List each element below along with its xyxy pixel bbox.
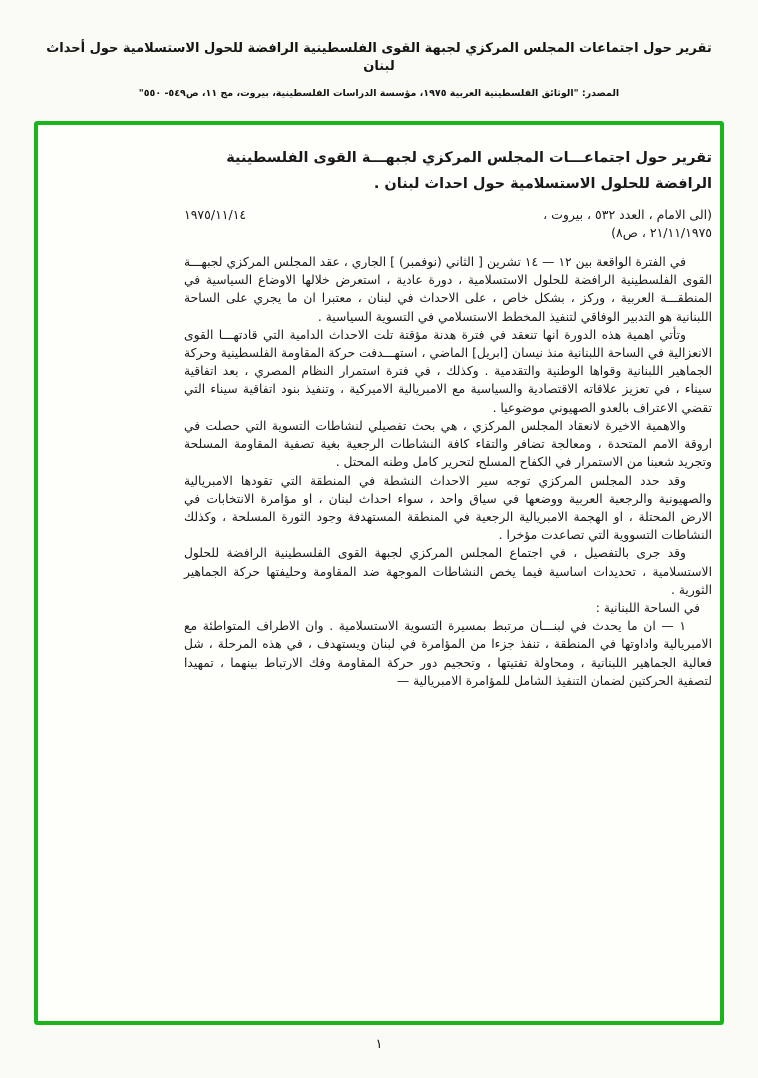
dateline-citation-continued: ٢١/١١/١٩٧٥ ، ص٨) [611, 225, 712, 241]
page-footer [0, 1037, 758, 1052]
page-number: ١ [375, 1037, 383, 1052]
scanned-document-frame [34, 121, 724, 1025]
dateline-date: ١٩٧٥/١١/١٤ [184, 206, 247, 222]
header-title: تقرير حول اجتماعات المجلس المركزي لجبهة القوى الفلسطينية الرافضة للحول الاستسلامية حول أحداث لبنان [46, 41, 712, 75]
document-dateline [184, 206, 712, 225]
page-header [0, 0, 758, 99]
paragraph: وتأتي اهمية هذه الدورة انها تنعقد في فترة هدنة مؤقتة تلت الاحداث الدامية التي قادتهـــا القوى الانعزالية في الساحة اللبنانية منذ نيسان [ابريل] الماضي ، استهـــدفت حركة المقاومة الفلسطينية وحركة الجماهير اللبنانية وقواها الوطنية والتقدمية . وكذلك ، في فترة استمرار النظام المصري ، بعد اتفاقية سيناء ، في تعزيز علاقاته الاقتصادية والسياسية مع الامبريالية الاميركية ، وتنفيذ بنود اتفاقية سيناء التي تقضي الاعتراف بالعدو الصهيوني موضوعيا . [184, 327, 712, 415]
document-body [184, 253, 712, 690]
paragraph: وقد حدد المجلس المركزي توجه سير الاحداث النشطة في المنطقة التي تقودها الامبريالية والصهيونية والرجعية العربية ووضعها في سياق واحد ، سواء احداث لبنان ، او مؤامرة الانتخابات في الارض المحتلة ، او الهجمة الامبريالية الرجعية في المنطقة المستهدفة وجود الثورة المسلحة ، وكذلك النشاطات التسووية التي تصاعدت مؤخرا . [184, 473, 712, 543]
paragraph: ١ — ان ما يحدث في لبنـــان مرتبط بمسيرة التسوية الاستسلامية . وان الاطراف المتواطئة مع الامبريالية واداوتها في المنطقة ، تنفذ جزءا من المؤامرة في لبنان ويستهدف ، في هذه المرحلة ، شل فعالية الجماهير اللبنانية ، ومحاولة تفتيتها ، وتحجيم دور حركة المقاومة وفك الارتباط بينهما ، تمهيدا لتصفية الحركتين لضمان التنفيذ الشامل للمؤامرة الامبريالية — [184, 619, 712, 688]
paragraph: في الساحة اللبنانية : [595, 600, 700, 615]
paragraph: في الفترة الواقعة بين ١٢ — ١٤ تشرين [ الثاني (نوفمبر) ] الجاري ، عقد المجلس المركزي لجبهـــة القوى الفلسطينية الرافضة للحلول الاستسلامية ، دورة عادية ، استعرض خلالها الاوضاع السياسية في المنطقـــة العربية ، وركز ، بشكل خاص ، على الاحداث في لبنان ، معتبرا ان ما يجري على الساحة اللبنانية هو التدبير الوفاقي لتنفيذ المخطط الاستسلامي في التسوية السياسية . [184, 255, 712, 324]
document-title: تقرير حول اجتماعـــات المجلس المركزي لجبهـــة القوى الفلسطينية الرافضة للحلول الاستسلامية حول احداث لبنان . [226, 150, 712, 193]
header-source: المصدر: "الوثائق الفلسطينية العربية ١٩٧٥، مؤسسة الدراسات الفلسطينية، بيروت، مج ١١، ص٥٤٩- ٥٥٠" [138, 88, 620, 100]
dateline-citation: (الى الامام ، العدد ٥٣٢ ، بيروت ، [543, 206, 712, 222]
scanned-document-content [38, 125, 720, 690]
paragraph: وقد جرى بالتفصيل ، في اجتماع المجلس المركزي لجبهة القوى الفلسطينية الرافضة للحلول الاستسلامية ، تحديدات اساسية فيما يخص النشاطات الموجهة ضد المقاومة وحليفتها حركة الجماهير الثورية . [184, 546, 712, 597]
paragraph: والاهمية الاخيرة لانعقاد المجلس المركزي ، هي بحث تفصيلي لنشاطات التسوية التي حصلت في اروقة الامم المتحدة ، ومعالجة تضافر والتقاء كافة النشاطات الرجعية بغية تصفية المقاومة المسلحة وتجريد شعبنا من الاستمرار في الكفاح المسلح لتحرير كامل وطنه المحتل . [184, 418, 712, 470]
